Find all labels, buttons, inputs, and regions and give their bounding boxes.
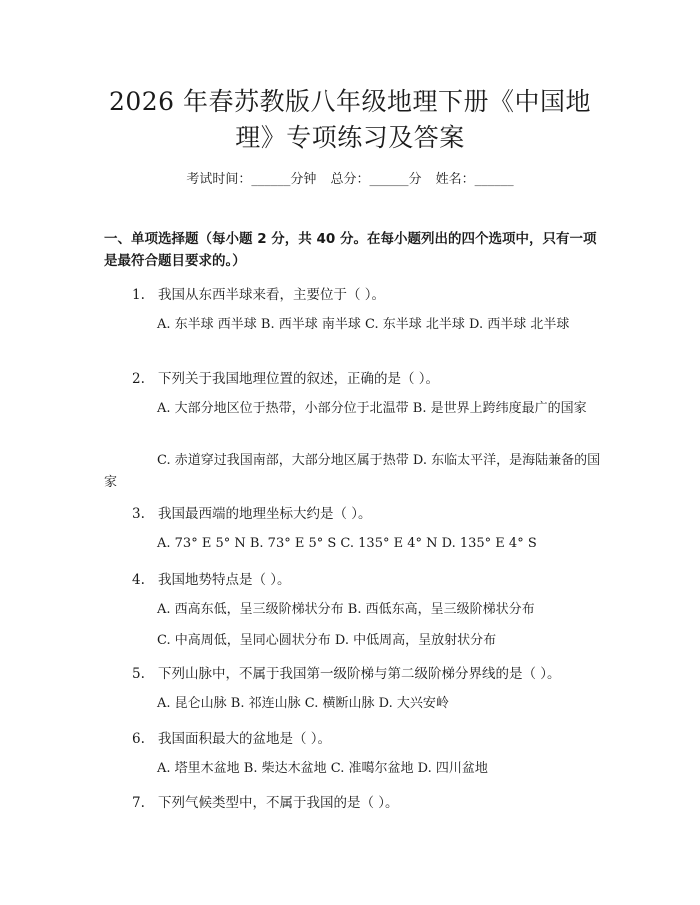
question-text: 下列山脉中，不属于我国第一级阶梯与第二级阶梯分界线的是（ ）。 bbox=[158, 666, 561, 682]
question-number: 5. bbox=[132, 666, 145, 682]
question-text: 下列关于我国地理位置的叙述，正确的是（ ）。 bbox=[158, 371, 440, 387]
question-2-options-a: A. 大部分地区位于热带，小部分位于北温带 B. 是世界上跨纬度最广的国家 bbox=[157, 401, 587, 416]
question-3 bbox=[132, 502, 372, 522]
question-text: 我国从东西半球来看，主要位于（ ）。 bbox=[158, 287, 386, 303]
question-4-options-a: A. 西高东低，呈三级阶梯状分布 B. 西低东高，呈三级阶梯状分布 bbox=[157, 602, 535, 617]
question-number: 3. bbox=[132, 506, 145, 522]
question-3-options: A. 73° E 5° N B. 73° E 5° S C. 135° E 4° N D. 135° E 4° S bbox=[157, 536, 537, 551]
question-1-options: A. 东半球 西半球 B. 西半球 南半球 C. 东半球 北半球 D. 西半球 北半球 bbox=[157, 317, 570, 332]
question-4 bbox=[132, 568, 291, 588]
question-7 bbox=[132, 791, 399, 811]
question-5-options: A. 昆仑山脉 B. 祁连山脉 C. 横断山脉 D. 大兴安岭 bbox=[157, 696, 449, 711]
section-heading: 一、单项选择题（每小题 2 分，共 40 分。在每小题列出的四个选项中，只有一项是最符合题目要求的。） bbox=[104, 231, 597, 269]
question-text: 我国最西端的地理坐标大约是（ ）。 bbox=[158, 506, 372, 522]
question-1 bbox=[132, 283, 385, 303]
question-text: 下列气候类型中，不属于我国的是（ ）。 bbox=[158, 795, 399, 811]
question-number: 7. bbox=[132, 795, 145, 811]
question-6-options: A. 塔里木盆地 B. 柴达木盆地 C. 准噶尔盆地 D. 四川盆地 bbox=[157, 761, 488, 776]
question-number: 6. bbox=[132, 731, 145, 747]
question-text: 我国面积最大的盆地是（ ）。 bbox=[158, 731, 332, 747]
question-number: 1. bbox=[132, 287, 145, 303]
question-number: 2. bbox=[132, 371, 145, 387]
question-2 bbox=[132, 367, 439, 387]
question-number: 4. bbox=[132, 572, 145, 588]
title-line-1: 2026 年春苏教版八年级地理下册《中国地 bbox=[108, 87, 592, 116]
question-5 bbox=[132, 662, 561, 682]
question-text: 我国地势特点是（ ）。 bbox=[158, 572, 291, 588]
title-line-2: 理》专项练习及答案 bbox=[235, 123, 465, 152]
question-6 bbox=[132, 727, 331, 747]
question-2-options-b: C. 赤道穿过我国南部，大部分地区属于热带 D. 东临太平洋，是海陆兼备的国家 bbox=[104, 453, 601, 490]
exam-meta: 考试时间：______分钟 总分：______分 姓名：______ bbox=[186, 172, 514, 187]
question-4-options-b: C. 中高周低，呈同心圆状分布 D. 中低周高，呈放射状分布 bbox=[157, 633, 497, 648]
